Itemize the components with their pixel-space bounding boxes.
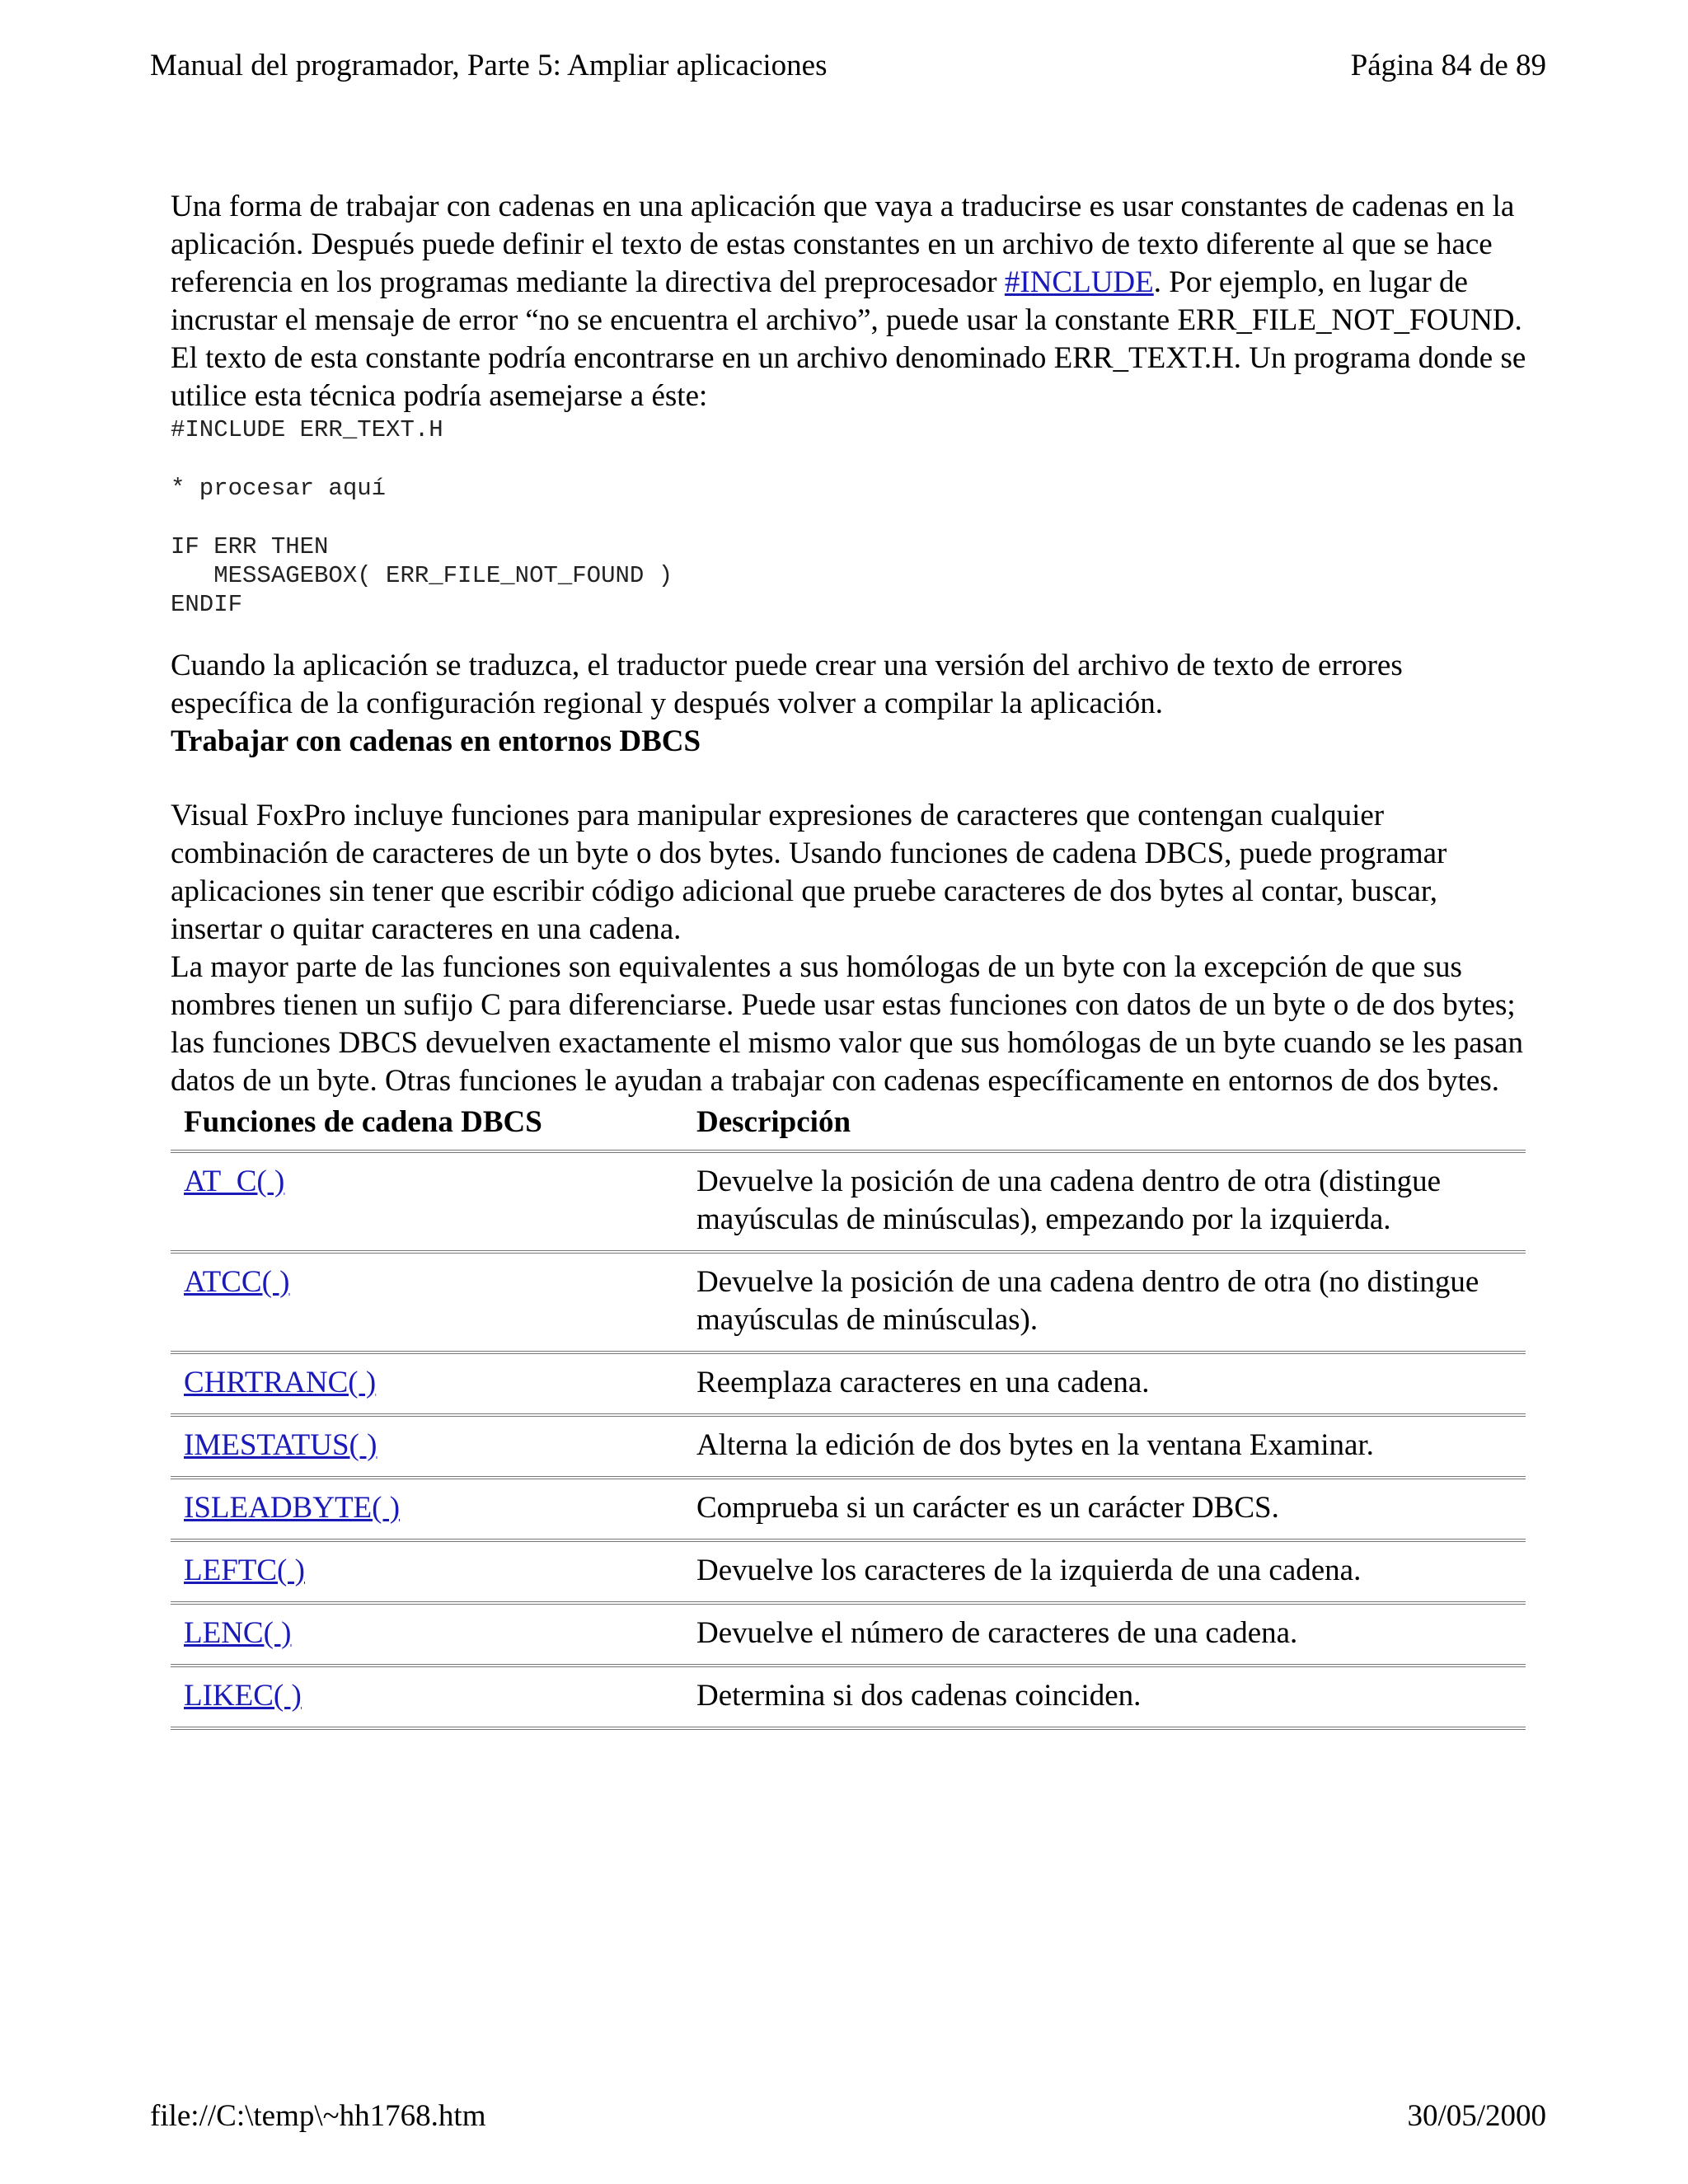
column-header-description: Descripción xyxy=(683,1100,1526,1151)
code-example xyxy=(171,415,1531,619)
table-row xyxy=(171,1415,1526,1478)
include-link[interactable]: #INCLUDE xyxy=(1004,265,1154,299)
table-row xyxy=(171,1540,1526,1603)
function-link-chrtranc[interactable]: CHRTRANC( ) xyxy=(184,1366,377,1399)
description-cell: Devuelve la posición de una cadena dentro de otra (no distingue mayúsculas de minúsculas). xyxy=(683,1252,1526,1352)
dbcs-functions-table xyxy=(171,1100,1526,1730)
description-cell: Determina si dos cadenas coinciden. xyxy=(683,1666,1526,1728)
description-cell: Alterna la edición de dos bytes en la ventana Examinar. xyxy=(683,1415,1526,1478)
code-line-include: #INCLUDE ERR_TEXT.H xyxy=(171,416,443,443)
code-if-block: IF ERR THEN MESSAGEBOX( ERR_FILE_NOT_FOUND ) ENDIF xyxy=(171,533,673,618)
intro-text-after-link: . Por ejemplo, en lugar de incrustar el mensaje de error “no se encuentra el archivo”, puede usar la constante ERR_FILE_NOT_FOUND. El texto de esta constante podría encontrarse en un archivo denominado ERR_TEXT.H. Un programa donde se utilice esta técnica podría asemejarse a éste: xyxy=(171,265,1526,413)
description-cell: Devuelve los caracteres de la izquierda de una cadena. xyxy=(683,1540,1526,1603)
description-cell: Reemplaza caracteres en una cadena. xyxy=(683,1352,1526,1415)
function-cell xyxy=(171,1252,683,1352)
intro-paragraph xyxy=(171,188,1531,415)
function-link-imestatus[interactable]: IMESTATUS( ) xyxy=(184,1428,377,1462)
column-header-functions: Funciones de cadena DBCS xyxy=(171,1100,683,1151)
description-cell: Devuelve el número de caracteres de una cadena. xyxy=(683,1603,1526,1666)
table-row xyxy=(171,1478,1526,1540)
function-link-leftc[interactable]: LEFTC( ) xyxy=(184,1554,305,1587)
table-row xyxy=(171,1666,1526,1728)
page-footer xyxy=(150,2098,1546,2135)
document-title: Manual del programador, Parte 5: Ampliar aplicaciones xyxy=(150,49,828,82)
code-line-comment: * procesar aquí xyxy=(171,475,387,502)
function-link-isleadbyte[interactable]: ISLEADBYTE( ) xyxy=(184,1491,401,1525)
page-header xyxy=(150,48,1546,84)
table-row xyxy=(171,1352,1526,1415)
description-cell: Comprueba si un carácter es un carácter DBCS. xyxy=(683,1478,1526,1540)
intro-text-before-link: Una forma de trabajar con cadenas en una aplicación que vaya a traducirse es usar constantes de cadenas en la aplicación. Después puede definir el texto de estas constantes en un archivo de texto diferente al que se hace referencia en los programas mediante la directiva del preprocesador xyxy=(171,190,1515,299)
table-row xyxy=(171,1151,1526,1252)
page-number: Página 84 de 89 xyxy=(1350,49,1546,82)
function-link-atcc[interactable]: ATCC( ) xyxy=(184,1265,290,1299)
function-link-likec[interactable]: LIKEC( ) xyxy=(184,1679,302,1713)
function-cell xyxy=(171,1666,683,1728)
dbcs-paragraph-1: Visual FoxPro incluye funciones para manipular expresiones de caracteres que contengan cualquier combinación de caracteres de un byte o dos bytes. Usando funciones de cadena DBCS, puede programar aplicaciones sin tener que escribir código adicional que pruebe caracteres de dos bytes al contar, buscar, insertar o quitar caracteres en una cadena. xyxy=(171,799,1447,946)
print-date: 30/05/2000 xyxy=(1407,2099,1546,2133)
table-row xyxy=(171,1603,1526,1666)
table-header-row xyxy=(171,1100,1526,1151)
section-heading: Trabajar con cadenas en entornos DBCS xyxy=(171,724,701,758)
function-cell xyxy=(171,1478,683,1540)
function-cell xyxy=(171,1540,683,1603)
function-link-lenc[interactable]: LENC( ) xyxy=(184,1616,292,1650)
table-row xyxy=(171,1252,1526,1352)
after-code-paragraph: Cuando la aplicación se traduzca, el traductor puede crear una versión del archivo de texto de errores específica de la configuración regional y después volver a compilar la aplicación. xyxy=(171,649,1403,720)
function-cell xyxy=(171,1603,683,1666)
function-link-at-c[interactable]: AT_C( ) xyxy=(184,1165,285,1198)
function-cell xyxy=(171,1352,683,1415)
description-cell: Devuelve la posición de una cadena dentro de otra (distingue mayúsculas de minúsculas), empezando por la izquierda. xyxy=(683,1151,1526,1252)
page-content xyxy=(171,188,1531,1730)
dbcs-paragraph-2: La mayor parte de las funciones son equivalentes a sus homólogas de un byte con la excepción de que sus nombres tienen un sufijo C para diferenciarse. Puede usar estas funciones con datos de un byte o de dos bytes; las funciones DBCS devuelven exactamente el mismo valor que sus homólogas de un byte cuando se les pasan datos de un byte. Otras funciones le ayudan a trabajar con cadenas específicamente en entornos de dos bytes. xyxy=(171,950,1523,1098)
function-cell xyxy=(171,1151,683,1252)
function-cell xyxy=(171,1415,683,1478)
file-path: file://C:\temp\~hh1768.htm xyxy=(150,2099,486,2133)
